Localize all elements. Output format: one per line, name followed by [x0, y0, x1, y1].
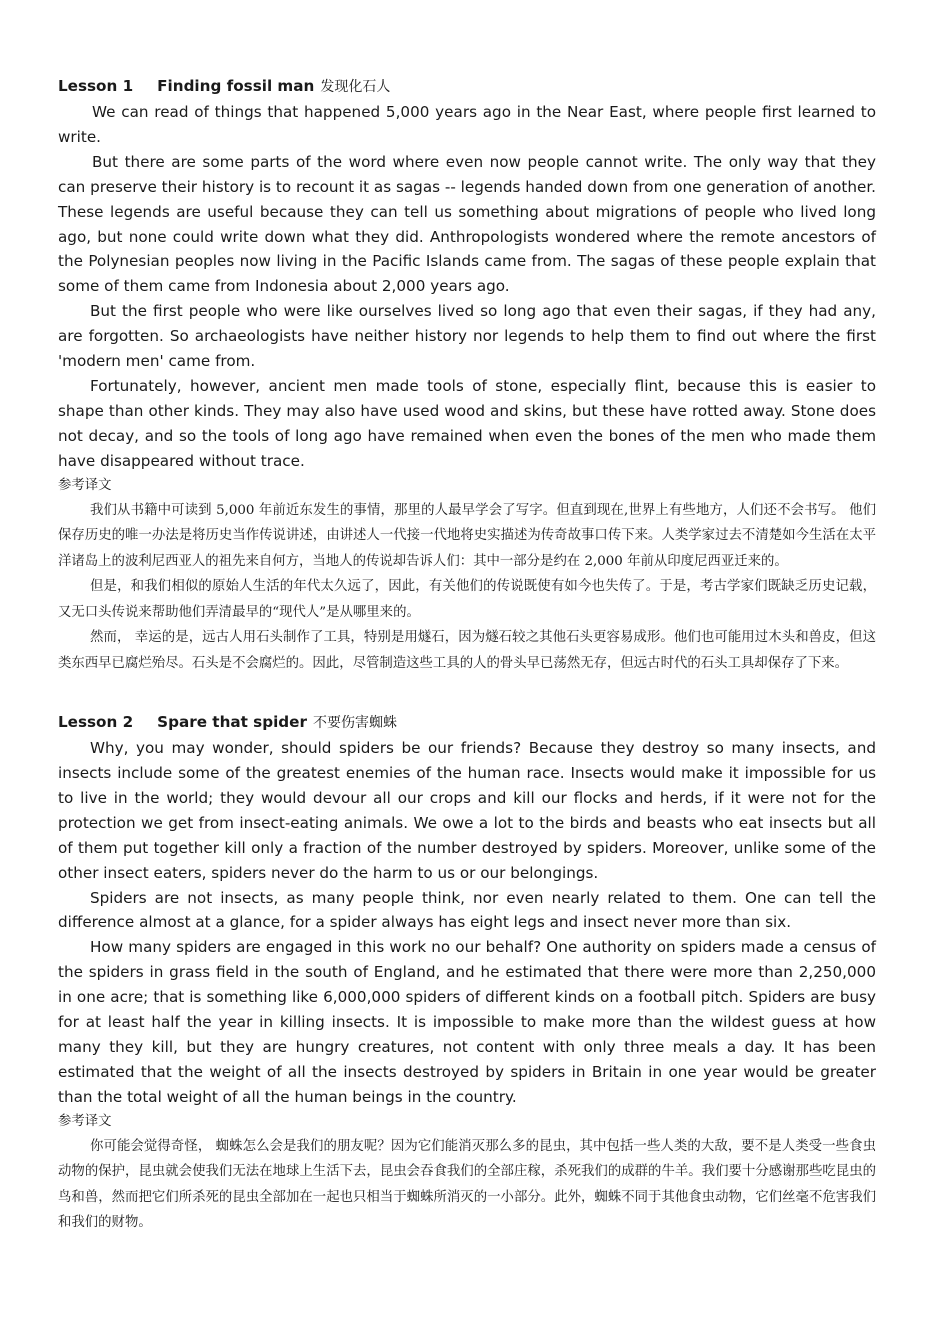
lesson-2-title: Spare that spider: [157, 713, 307, 732]
lesson-2-reference-label: 参考译文: [58, 1113, 112, 1129]
lesson-2-heading: [58, 710, 876, 736]
lesson-1-paragraph-1: We can read of things that happened 5,000 years ago in the Near East, where people first learned to write.: [58, 103, 876, 146]
lesson-2-cn-title: 不要伤害蜘蛛: [312, 715, 397, 732]
lesson-1-english-text: [58, 100, 876, 474]
lesson-1-cn-paragraph-3: 然而， 幸运的是，远古人用石头制作了工具，特别是用燧石，因为燧石较之其他石头更容易成形。他们也可能用过木头和兽皮，但这类东西早已腐烂殆尽。石头是不会腐烂的。因此，尽管制造这些工具的人的骨头早已荡然无存，但远古时代的石头工具却保存了下来。: [58, 630, 876, 671]
lesson-2-paragraph-1: Why, you may wonder, should spiders be our friends? Because they destroy so many insects, and insects include some of the greatest enemies of the human race. Insects would make it impossible for us to live in the world; they would devour all our crops and kill our flocks and herds, if it were not for the protection we get from insect-eating animals. We owe a lot to the birds and beasts who eat insects but all of them put together kill only a fraction of the number destroyed by spiders. Moreover, unlike some of the other insect eaters, spiders never do the harm to us or our belongings.: [58, 739, 876, 882]
lesson-1: [58, 74, 876, 676]
lesson-2-number: Lesson 2: [58, 713, 134, 732]
lesson-1-chinese-translation: [58, 498, 876, 677]
lesson-1-cn-paragraph-1: 我们从书籍中可读到 5,000 年前近东发生的事情，那里的人最早学会了写字。但直到现在,世界上有些地方，人们还不会书写。 他们保存历史的唯一办法是将历史当作传说讲述，由讲述人一代接一代地将史实描述为传奇故事口传下来。人类学家过去不清楚如今生活在太平洋诸岛上的波利尼西亚人的祖先来自何方，当地人的传说却告诉人们：其中一部分是约在 2,000 年前从印度尼西亚迁来的。: [58, 502, 876, 569]
lesson-2-paragraph-3: How many spiders are engaged in this work no our behalf? One authority on spiders made a census of the spiders in grass field in the south of England, and he estimated that there were more than 2,250,000 in one acre; that is something like 6,000,000 spiders of different kinds on a football pitch. Spiders are busy for at least half the year in killing insects. It is impossible to make more than the wildest guess at how many they kill, but they are hungry creatures, not content with only three meals a day. It has been estimated that the weight of all the insects destroyed by spiders in Britain in one year would be greater than the total weight of all the human beings in the country.: [58, 938, 876, 1106]
document-page: [58, 74, 876, 1236]
lesson-2-chinese-translation: [58, 1134, 876, 1236]
lesson-2-paragraph-2: Spiders are not insects, as many people think, nor even nearly related to them. One can tell the difference almost at a glance, for a spider always has eight legs and insect never more than six.: [58, 888, 876, 932]
lesson-1-number: Lesson 1: [58, 77, 134, 95]
lesson-1-paragraph-4: Fortunately, however, ancient men made tools of stone, especially flint, because this is easier to shape than other kinds. They may also have used wood and skins, but these have rotted away. Stone does not decay, and so the tools of long ago have remained when even the bones of the men who made them have disappeared without trace.: [58, 376, 876, 470]
lesson-1-title: Finding fossil man: [157, 77, 315, 95]
lesson-1-reference-label: 参考译文: [58, 477, 112, 493]
lesson-1-heading: [58, 74, 876, 100]
lesson-2-cn-paragraph-1: 你可能会觉得奇怪， 蜘蛛怎么会是我们的朋友呢？因为它们能消灭那么多的昆虫，其中包括一些人类的大敌，要不是人类受一些食虫动物的保护，昆虫就会使我们无法在地球上生活下去，昆虫会吞食我们的全部庄稼，杀死我们的成群的牛羊。我们要十分感谢那些吃昆虫的鸟和兽，然而把它们所杀死的昆虫全部加在一起也只相当于蜘蛛所消灭的一小部分。此外，蜘蛛不同于其他食虫动物，它们丝毫不危害我们和我们的财物。: [58, 1138, 876, 1231]
lesson-1-paragraph-2: But there are some parts of the word where even now people cannot write. The only way that they can preserve their history is to recount it as sagas -- legends handed down from one generation of another. These legends are useful because they can tell us something about migrations of people who lived long ago, but none could write down what they did. Anthropologists wondered where the remote ancestors of the Polynesian peoples now living in the Pacific Islands came from. The sagas of these people explain that some of them came from Indonesia about 2,000 years ago.: [58, 152, 877, 296]
lesson-2-english-text: [58, 736, 876, 1110]
lesson-2: [58, 710, 876, 1236]
lesson-1-cn-paragraph-2: 但是，和我们相似的原始人生活的年代太久远了，因此，有关他们的传说既使有如今也失传了。于是，考古学家们既缺乏历史记载，又无口头传说来帮助他们弄清最早的“现代人”是从哪里来的。: [58, 579, 876, 620]
lesson-1-paragraph-3: But the first people who were like ourselves lived so long ago that even their sagas, if they had any, are forgotten. So archaeologists have neither history nor legends to help them to find out where the first 'modern men' came from.: [58, 302, 876, 371]
section-gap: [58, 676, 876, 710]
lesson-1-cn-title: 发现化石人: [320, 79, 391, 95]
